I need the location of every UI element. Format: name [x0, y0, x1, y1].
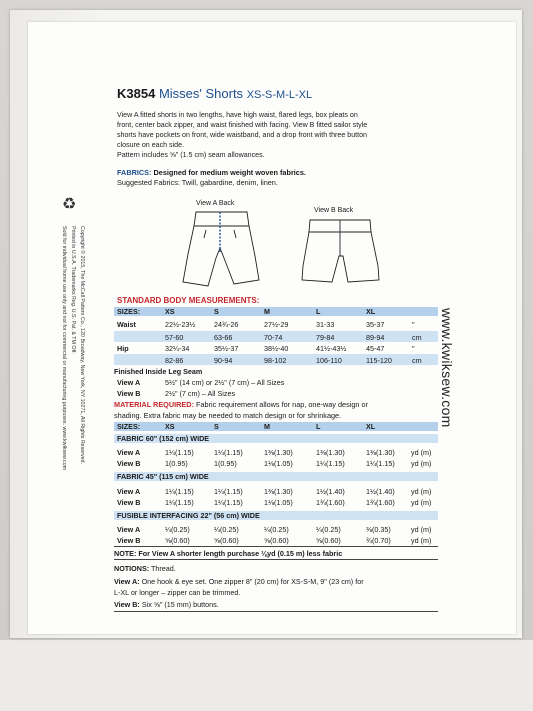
size-header: XL: [366, 422, 376, 431]
inseam-row-label: View B: [117, 389, 141, 398]
measurement-cell: 45-47: [366, 344, 385, 353]
measurement-cell: 79-84: [316, 333, 335, 342]
fabric-60-heading: FABRIC 60" (152 cm) WIDE: [117, 434, 210, 443]
material-required: MATERIAL REQUIRED: Fabric requirement allows for nap, one-way design or: [114, 400, 368, 409]
inseam-value: 5½" (14 cm) or 2½" (7 cm) – All Sizes: [165, 378, 285, 387]
row-label: View B: [117, 459, 141, 468]
notions-view-a-cont: L-XL or longer – zipper can be trimmed.: [114, 588, 241, 597]
website-label: www.kwiksew.com: [439, 308, 455, 428]
inseam-row-label: View A: [117, 378, 141, 387]
table-surface: [0, 640, 533, 711]
measurement-cell: 98-102: [264, 356, 287, 365]
size-header: XL: [366, 307, 376, 316]
size-header: XS: [165, 307, 175, 316]
unit-cell: ": [412, 320, 415, 329]
yardage-cell: 1(0.95): [214, 459, 237, 468]
size-header: M: [264, 422, 270, 431]
copyright-block: [61, 226, 94, 526]
pattern-code: K3854: [117, 86, 156, 101]
yardage-cell: 1½(1.40): [366, 487, 395, 496]
row-label: View A: [117, 487, 141, 496]
inseam-heading: Finished Inside Leg Seam: [114, 367, 203, 376]
sizes-label: SIZES:: [117, 422, 141, 431]
yardage-cell: 1¼(1.15): [165, 448, 194, 457]
yardage-cell: 1¼(1.15): [214, 498, 243, 507]
sizes-header-bar: [114, 307, 438, 316]
copyright-line: Sold for individual home use only and not for commercial or manufacturing purposes. www.kwiksew.com: [61, 226, 67, 471]
yardage-cell: ¼(0.25): [165, 525, 190, 534]
yardage-cell: ¼(0.25): [264, 525, 289, 534]
pattern-sizes: XS-S-M-L-XL: [246, 89, 313, 101]
size-header: L: [316, 422, 321, 431]
unit-cell: yd (m): [411, 448, 432, 457]
body-measurements-heading: STANDARD BODY MEASUREMENTS:: [117, 296, 260, 305]
yardage-cell: ¼(0.25): [316, 525, 341, 534]
measurement-cell: 89-94: [366, 333, 385, 342]
copyright-line: Copyright © 2015, The McCall Pattern Co., 120 Broadway, New York, NY 10271, All Rights Reserved.: [79, 226, 85, 464]
row-label: View B: [117, 498, 141, 507]
yardage-cell: 1¼(1.15): [214, 487, 243, 496]
unit-cell: yd (m): [411, 536, 432, 545]
yardage-cell: 1⅜(1.30): [264, 448, 293, 457]
divider: [114, 546, 438, 547]
view-a-label: View A Back: [196, 200, 235, 207]
unit-cell: yd (m): [411, 525, 432, 534]
yardage-cell: ⅝(0.60): [214, 536, 239, 545]
copyright-line: Printed in U.S.A. Trademarks Reg. U.S. Pat. & TM Off.: [70, 226, 76, 354]
yardage-cell: 1⅜(1.30): [366, 448, 395, 457]
row-label: View B: [117, 536, 141, 545]
measurement-cell: 106-110: [316, 356, 342, 365]
material-text: shading. Extra fabric may be needed to match design or for shrinkage.: [114, 411, 342, 420]
row-label: Waist: [117, 320, 136, 329]
yardage-cell: 1¼(1.15): [316, 459, 345, 468]
notions-view-a: View A: One hook & eye set. One zipper 8" (20 cm) for XS-S-M, 9" (23 cm) for: [114, 577, 364, 586]
row-label: Hip: [117, 344, 129, 353]
measurement-cell: 82-86: [165, 356, 184, 365]
yardage-cell: ⅝(0.60): [165, 536, 190, 545]
sizes-label: SIZES:: [117, 307, 141, 316]
measurement-cell: 31-33: [316, 320, 335, 329]
view-b-back-illustration: [296, 216, 386, 286]
unit-cell: yd (m): [411, 459, 432, 468]
size-header: XS: [165, 422, 175, 431]
recycle-icon: ♻: [62, 196, 77, 213]
yardage-cell: ¾(0.70): [366, 536, 391, 545]
yardage-cell: 1⅜(1.30): [264, 487, 293, 496]
measurement-cell: 24¾-26: [214, 320, 239, 329]
measurement-cell: 38½-40: [264, 344, 289, 353]
yardage-cell: ⅝(0.60): [316, 536, 341, 545]
measurement-cell: 32¼-34: [165, 344, 190, 353]
yardage-cell: 1¼(1.15): [165, 498, 194, 507]
measurement-cell: 22½-23½: [165, 320, 196, 329]
yardage-cell: ¼(0.25): [214, 525, 239, 534]
yardage-cell: 1¼(1.15): [366, 459, 395, 468]
yardage-cell: 1(0.95): [165, 459, 188, 468]
inseam-value: 2½" (7 cm) – All Sizes: [165, 389, 236, 398]
fabric-45-heading: FABRIC 45" (115 cm) WIDE: [117, 472, 209, 481]
size-header: S: [214, 422, 219, 431]
yardage-cell: 1¼(1.15): [165, 487, 194, 496]
notions-line: NOTIONS: Thread.: [114, 564, 176, 573]
measurement-cell: 35½-37: [214, 344, 239, 353]
unit-cell: cm: [412, 356, 422, 365]
seam-allowance: Pattern includes ⅝" (1.5 cm) seam allowances.: [117, 151, 265, 159]
yardage-cell: 1⅛(1.05): [264, 498, 293, 507]
material-sizes-bar: [114, 422, 438, 431]
view-b-label: View B Back: [314, 207, 354, 214]
measurement-cell: 57-60: [165, 333, 184, 342]
suggested-fabrics: Suggested Fabrics: Twill, gabardine, denim, linen.: [117, 178, 278, 187]
measurement-cell: 70-74: [264, 333, 283, 342]
divider: [114, 559, 438, 560]
yardage-cell: 1¼(1.15): [214, 448, 243, 457]
yardage-cell: ⅜(0.35): [366, 525, 391, 534]
measurement-cell: 115-120: [366, 356, 392, 365]
view-a-note: NOTE: For View A shorter length purchase ⅛yd (0.15 m) less fabric: [114, 549, 343, 558]
unit-cell: cm: [412, 333, 422, 342]
measurement-cell: 90-94: [214, 356, 233, 365]
view-a-back-illustration: [170, 208, 270, 290]
interfacing-heading: FUSIBLE INTERFACING 22" (56 cm) WIDE: [117, 511, 260, 520]
measurement-cell: 27½-29: [264, 320, 289, 329]
pattern-name: Misses' Shorts: [158, 86, 244, 101]
pattern-description: View A fitted shorts in two lengths, have high waist, flared legs, box pleats on front, center back zipper, and waist finished with facing. View B fitted sailor style shorts have pockets on front, wide waistband, and a drop front with three button closure on each side. Pattern includes ⅝" (1.5 cm) seam allowances.: [117, 110, 447, 160]
fabrics-info: FABRICS: Designed for medium weight woven fabrics. Suggested Fabrics: Twill, gabardine, denim, linen.: [117, 168, 306, 187]
measurement-cell: 41½-43½: [316, 344, 347, 353]
yardage-cell: 1¾(1.60): [366, 498, 395, 507]
unit-cell: yd (m): [411, 487, 432, 496]
yardage-cell: 1⅜(1.30): [316, 448, 345, 457]
measurement-cell: 35-37: [366, 320, 385, 329]
row-label: View A: [117, 448, 141, 457]
unit-cell: ": [412, 344, 415, 353]
yardage-cell: 1⅛(1.05): [264, 459, 293, 468]
yardage-cell: 1½(1.40): [316, 487, 345, 496]
notions-view-b: View B: Six ⅝" (15 mm) buttons.: [114, 600, 219, 609]
pattern-title: [117, 86, 312, 101]
measurement-cell: 63-66: [214, 333, 233, 342]
row-label: View A: [117, 525, 141, 534]
yardage-cell: ⅝(0.60): [264, 536, 289, 545]
size-header: L: [316, 307, 321, 316]
size-header: S: [214, 307, 219, 316]
yardage-cell: 1¾(1.60): [316, 498, 345, 507]
divider: [114, 611, 438, 612]
unit-cell: yd (m): [411, 498, 432, 507]
size-header: M: [264, 307, 270, 316]
